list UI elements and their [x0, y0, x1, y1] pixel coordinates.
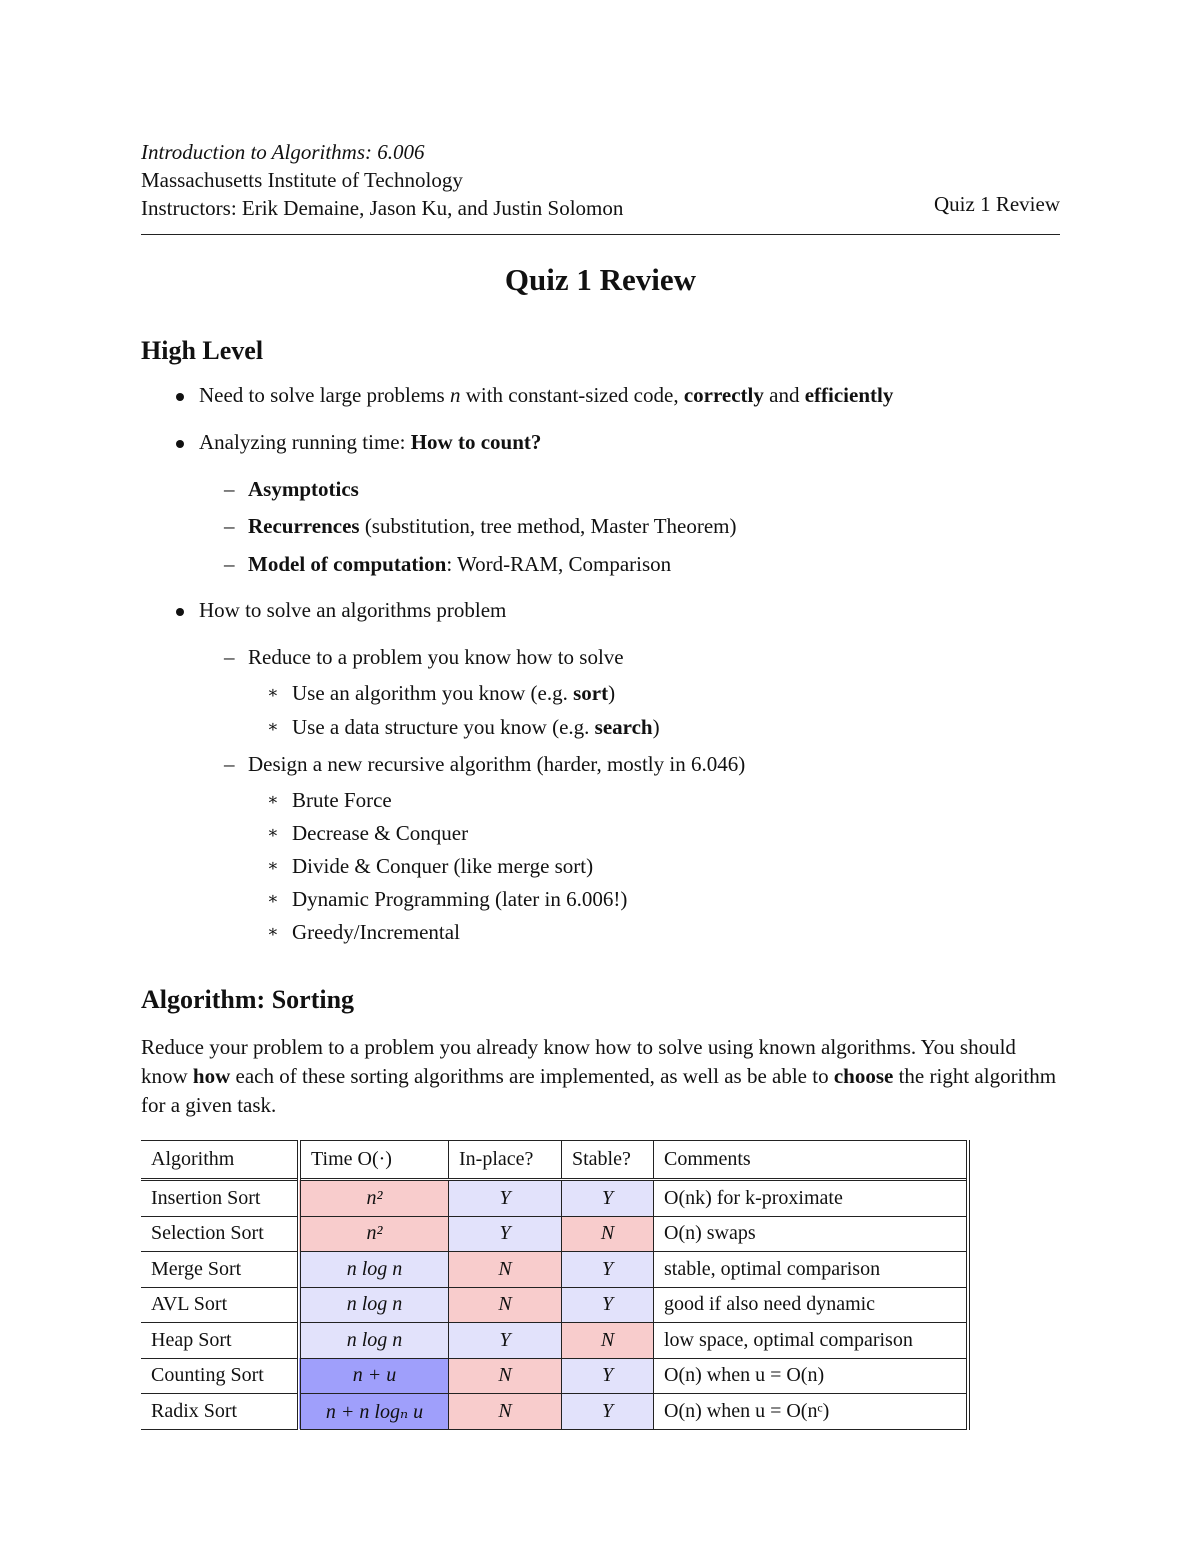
stable-cell: N	[562, 1216, 654, 1252]
text: How to solve an algorithms problem	[199, 598, 507, 622]
in-place-cell: Y	[449, 1323, 562, 1359]
text: Brute Force	[292, 788, 392, 812]
dash-icon: –	[224, 752, 235, 776]
dash-icon: –	[224, 477, 235, 501]
table-row	[141, 1287, 968, 1323]
text: Use an algorithm you know (e.g.	[292, 681, 574, 705]
in-place-cell: Y	[449, 1180, 562, 1217]
text: )	[652, 715, 660, 739]
dash-icon: –	[224, 645, 235, 669]
math-var: n	[449, 383, 461, 407]
in-place-cell: N	[449, 1252, 562, 1288]
comment-cell: O(n) when u = O(n)	[654, 1358, 969, 1394]
text: the right algorithm for a given task.	[141, 1064, 1057, 1117]
section-heading-sorting: Algorithm: Sorting	[141, 985, 355, 1014]
comment-cell: O(nk) for k-proximate	[654, 1180, 969, 1217]
stable-cell: Y	[562, 1252, 654, 1288]
column-header-algorithm: Algorithm	[141, 1141, 299, 1180]
page-header	[141, 138, 1060, 234]
asterisk-icon: ∗	[267, 889, 279, 908]
comment-cell: stable, optimal comparison	[654, 1252, 969, 1288]
dash-icon: –	[224, 514, 235, 538]
asterisk-icon: ∗	[267, 856, 279, 875]
table-row	[141, 1252, 968, 1288]
asterisk-icon: ∗	[267, 790, 279, 809]
sorting-algorithms-table	[141, 1140, 970, 1430]
asterisk-icon: ∗	[267, 717, 279, 736]
bold-term: Asymptotics	[248, 477, 359, 501]
text: Analyzing running time:	[199, 430, 411, 454]
column-header-time: Time O(·)	[299, 1141, 449, 1180]
bold-term: sort	[573, 681, 609, 705]
bullet-icon	[176, 440, 184, 448]
document-label: Quiz 1 Review	[934, 192, 1060, 216]
text: and	[763, 383, 805, 407]
bold-term: efficiently	[804, 383, 894, 407]
comment-cell: O(n) swaps	[654, 1216, 969, 1252]
time-cell: n log n	[299, 1323, 449, 1359]
bullet-icon	[176, 393, 184, 401]
table-row	[141, 1180, 968, 1217]
text: (substitution, tree method, Master Theorem)	[359, 514, 737, 538]
algorithm-cell: Selection Sort	[141, 1216, 299, 1252]
bold-term: Recurrences	[248, 514, 360, 538]
bold-term: how	[192, 1064, 231, 1088]
text: Dynamic Programming (later in 6.006!)	[292, 887, 628, 911]
in-place-cell: N	[449, 1287, 562, 1323]
algorithm-cell: Radix Sort	[141, 1394, 299, 1430]
column-header-comments: Comments	[654, 1141, 969, 1180]
text: : Word-RAM, Comparison	[446, 552, 672, 576]
time-cell: n log n	[299, 1252, 449, 1288]
text: Use a data structure you know (e.g.	[292, 715, 595, 739]
algorithm-cell: Insertion Sort	[141, 1180, 299, 1217]
text: Reduce to a problem you know how to solve	[248, 645, 624, 669]
comment-cell: low space, optimal comparison	[654, 1323, 969, 1359]
bullet-icon	[176, 608, 184, 616]
in-place-cell: Y	[449, 1216, 562, 1252]
time-cell: n²	[299, 1216, 449, 1252]
header-rule	[141, 234, 1060, 235]
bold-term: choose	[833, 1064, 894, 1088]
algorithm-cell: AVL Sort	[141, 1287, 299, 1323]
course-name: Introduction to Algorithms: 6.006	[141, 140, 425, 164]
section-heading-high-level: High Level	[141, 336, 264, 365]
stable-cell: Y	[562, 1287, 654, 1323]
table-row	[141, 1216, 968, 1252]
instructors-line: Instructors: Erik Demaine, Jason Ku, and Justin Solomon	[141, 196, 624, 220]
time-cell: n + u	[299, 1358, 449, 1394]
asterisk-icon: ∗	[267, 922, 279, 941]
comment-cell: good if also need dynamic	[654, 1287, 969, 1323]
time-cell: n + n logₙ u	[299, 1394, 449, 1430]
time-cell: n log n	[299, 1287, 449, 1323]
table-row	[141, 1323, 968, 1359]
comment-cell: O(n) when u = O(nᶜ)	[654, 1394, 969, 1430]
column-header-stable: Stable?	[562, 1141, 654, 1180]
stable-cell: Y	[562, 1394, 654, 1430]
text: each of these sorting algorithms are implemented, as well as be able to	[230, 1064, 834, 1088]
time-cell: n²	[299, 1180, 449, 1217]
page-title: Quiz 1 Review	[504, 262, 697, 297]
stable-cell: Y	[562, 1180, 654, 1217]
bold-term: How to count?	[410, 430, 542, 454]
sorting-paragraph	[141, 1033, 1060, 1120]
in-place-cell: N	[449, 1394, 562, 1430]
text: Reduce your problem to a problem you already know how to solve using known algorithms. You should know	[141, 1035, 1016, 1088]
text: Divide & Conquer (like merge sort)	[292, 854, 594, 878]
text: Need to solve large problems	[199, 383, 450, 407]
algorithm-cell: Counting Sort	[141, 1358, 299, 1394]
text: with constant-sized code,	[460, 383, 684, 407]
text: Greedy/Incremental	[292, 920, 460, 944]
table-header-row	[141, 1141, 968, 1180]
algorithm-cell: Merge Sort	[141, 1252, 299, 1288]
table-row	[141, 1358, 968, 1394]
in-place-cell: N	[449, 1358, 562, 1394]
table-row	[141, 1394, 968, 1430]
text: Design a new recursive algorithm (harder, mostly in 6.046)	[248, 752, 746, 776]
asterisk-icon: ∗	[267, 823, 279, 842]
asterisk-icon: ∗	[267, 683, 279, 702]
algorithm-cell: Heap Sort	[141, 1323, 299, 1359]
column-header-in-place: In-place?	[449, 1141, 562, 1180]
text: Decrease & Conquer	[292, 821, 469, 845]
bold-term: Model of computation	[248, 552, 447, 576]
dash-icon: –	[224, 552, 235, 576]
text: )	[608, 681, 616, 705]
bold-term: search	[594, 715, 653, 739]
stable-cell: N	[562, 1323, 654, 1359]
institution-name: Massachusetts Institute of Technology	[141, 168, 463, 192]
bold-term: correctly	[683, 383, 764, 407]
stable-cell: Y	[562, 1358, 654, 1394]
